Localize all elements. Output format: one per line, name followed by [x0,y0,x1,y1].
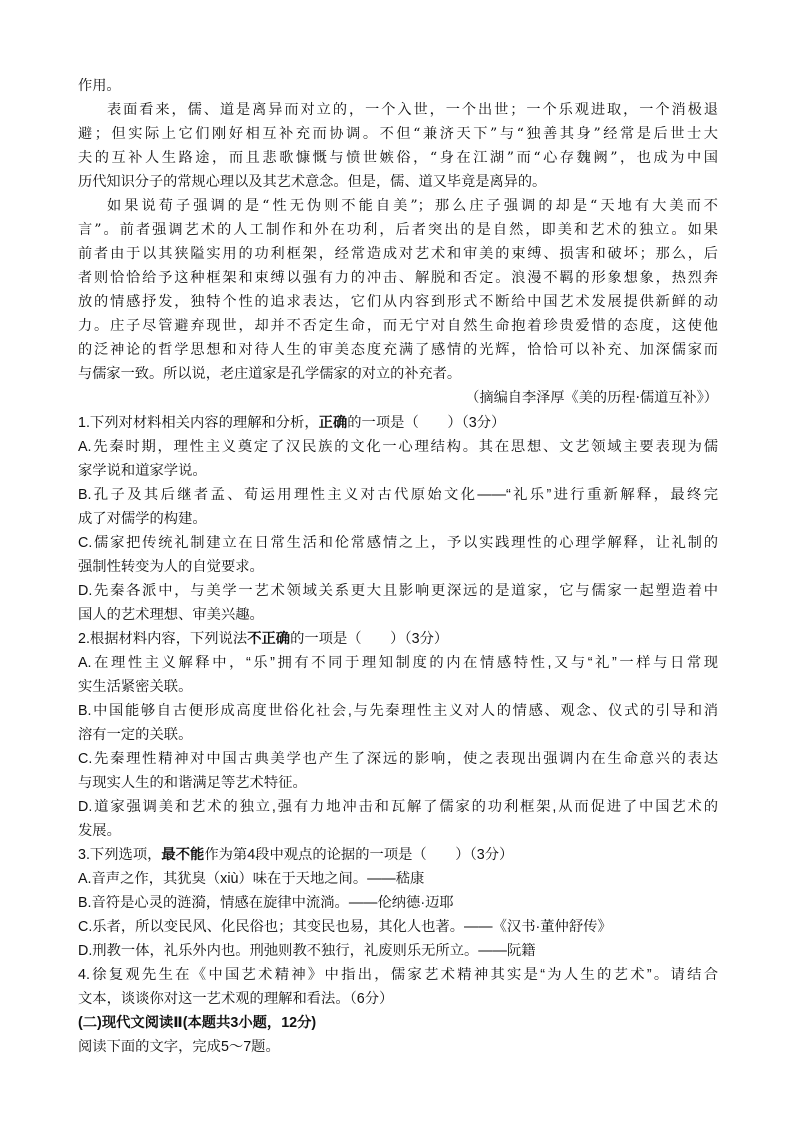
question-1-option-a-cont: 家学说和道家学说。 [78,463,207,479]
question-2-stem [78,627,718,651]
passage-line: 历代知识分子的常规心理以及其艺术意念。但是，儒、道又毕竟是离异的。 [78,174,547,190]
passage-line: 如果说荀子强调的是“性无伪则不能自美”；那么庄子强调的却是“天地有大美而不 [107,198,718,214]
question-3-option-a: A.音声之作，其犹臭（xiù）味在于天地之间。——嵇康 [78,871,425,887]
question-3-option-b: B.音符是心灵的涟漪，情感在旋律中流淌。——伦纳德·迈耶 [78,895,454,911]
passage-line: 言”。前者强调艺术的人工制作和外在功利，后者突出的是自然，即美和艺术的独立。如果 [78,222,718,238]
question-2-option-c: C.先秦理性精神对中国古典美学也产生了深远的影响，使之表现出强调内在生命意兴的表达 [78,751,718,767]
passage-source: （摘编自李泽厚《美的历程·儒道互补》） [465,390,718,406]
question-1-option-a: A.先秦时期，理性主义奠定了汉民族的文化一心理结构。其在思想、文艺领域主要表现为儒 [78,439,718,455]
passage-line: 避；但实际上它们刚好相互补充而协调。不但“兼济天下”与“独善其身”经常是后世士大 [78,126,718,142]
passage-line: 表面看来，儒、道是离异而对立的，一个入世，一个出世；一个乐观进取，一个消极退 [107,102,718,118]
question-4-stem: 4.徐复观先生在《中国艺术精神》中指出，儒家艺术精神其实是“为人生的艺术”。请结合 [78,967,718,983]
question-1-option-c-cont: 强制性转变为人的自觉要求。 [78,559,264,575]
question-2-stem-text: 2.根据材料内容，下列说法 [78,631,248,647]
passage-line: 作用。 [78,78,121,94]
passage-line: 与儒家一致。所以说，老庄道家是孔学儒家的对立的补充者。 [78,366,462,382]
question-1-option-b: B.孔子及其后继者孟、荀运用理性主义对古代原始文化——“礼乐”进行重新解释，最终完 [78,487,718,503]
question-1-stem-text: 1.下列对材料相关内容的理解和分析， [78,415,319,431]
question-1-option-c: C.儒家把传统礼制建立在日常生活和伦常感情之上，予以实践理性的心理学解释，让礼制的 [78,535,718,551]
question-1-emphasis: 正确 [318,415,348,431]
question-3-stem-text: 3.下列选项， [78,847,162,863]
question-3-emphasis: 最不能 [161,847,205,863]
question-2-stem-end: 的一项是（ ）（3分） [290,631,449,647]
section-heading: (二)现代文阅读Ⅱ(本题共3小题，12分) [78,1015,317,1031]
question-2-option-d: D.道家强调美和艺术的独立,强有力地冲击和瓦解了儒家的功利框架,从而促进了中国艺术的 [78,799,718,815]
passage-line: 前者由于以其狭隘实用的功利框架，经常造成对艺术和审美的束缚、损害和破坏；那么，后 [78,246,718,262]
question-3-stem [78,843,718,867]
passage-line: 者则恰恰给予这种框架和束缚以强有力的冲击、解脱和否定。浪漫不羁的形象想象，热烈奔 [78,270,718,286]
question-2-emphasis: 不正确 [247,631,291,647]
question-2-option-a: A.在理性主义解释中，“乐”拥有不同于理知制度的内在情感特性,又与“礼”一样与日常现 [78,655,718,671]
question-2-option-c-cont: 与现实人生的和谐满足等艺术特征。 [78,775,307,791]
question-2-option-b: B.中国能够自古便形成高度世俗化社会,与先秦理性主义对人的情感、观念、仪式的引导和消 [78,703,718,719]
question-1-stem-end: 的一项是（ ）（3分） [347,415,506,431]
passage-line: 放的情感抒发，独特个性的追求表达，它们从内容到形式不断给中国艺术发展提供新鲜的动 [78,294,718,310]
passage-line: 力。庄子尽管避弃现世，却并不否定生命，而无宁对自然生命抱着珍贵爱惜的态度，这使他 [78,318,718,334]
passage-line: 的泛神论的哲学思想和对待人生的审美态度充满了感情的光辉，恰恰可以补充、加深儒家而 [78,342,718,358]
question-3-option-d: D.刑教一体，礼乐外内也。刑弛则教不独行，礼废则乐无所立。——阮籍 [78,943,536,959]
question-1-option-d: D.先秦各派中，与美学一艺术领域关系更大且影响更深远的是道家，它与儒家一起塑造着中 [78,583,718,599]
passage-line: 夫的互补人生路途，而且悲歌慷慨与愤世嫉俗，“身在江湖”而“心存魏阙”，也成为中国 [78,150,718,166]
question-2-option-a-cont: 实生活紧密关联。 [78,679,193,695]
section-instruction: 阅读下面的文字，完成5～7题。 [78,1039,280,1055]
question-3-option-c: C.乐者，所以变民风、化民俗也；其变民也易，其化人也著。——《汉书·董仲舒传》 [78,919,612,935]
question-2-option-d-cont: 发展。 [78,823,121,839]
question-1-option-b-cont: 成了对儒学的构建。 [78,511,207,527]
question-2-option-b-cont: 溶有一定的关联。 [78,727,193,743]
question-4-stem-cont: 文本，谈谈你对这一艺术观的理解和看法。（6分） [78,991,394,1007]
question-3-stem-end: 作为第4段中观点的论据的一项是（ ）（3分） [204,847,514,863]
question-1-option-d-cont: 国人的艺术理想、审美兴趣。 [78,607,264,623]
question-1-stem [78,411,718,435]
